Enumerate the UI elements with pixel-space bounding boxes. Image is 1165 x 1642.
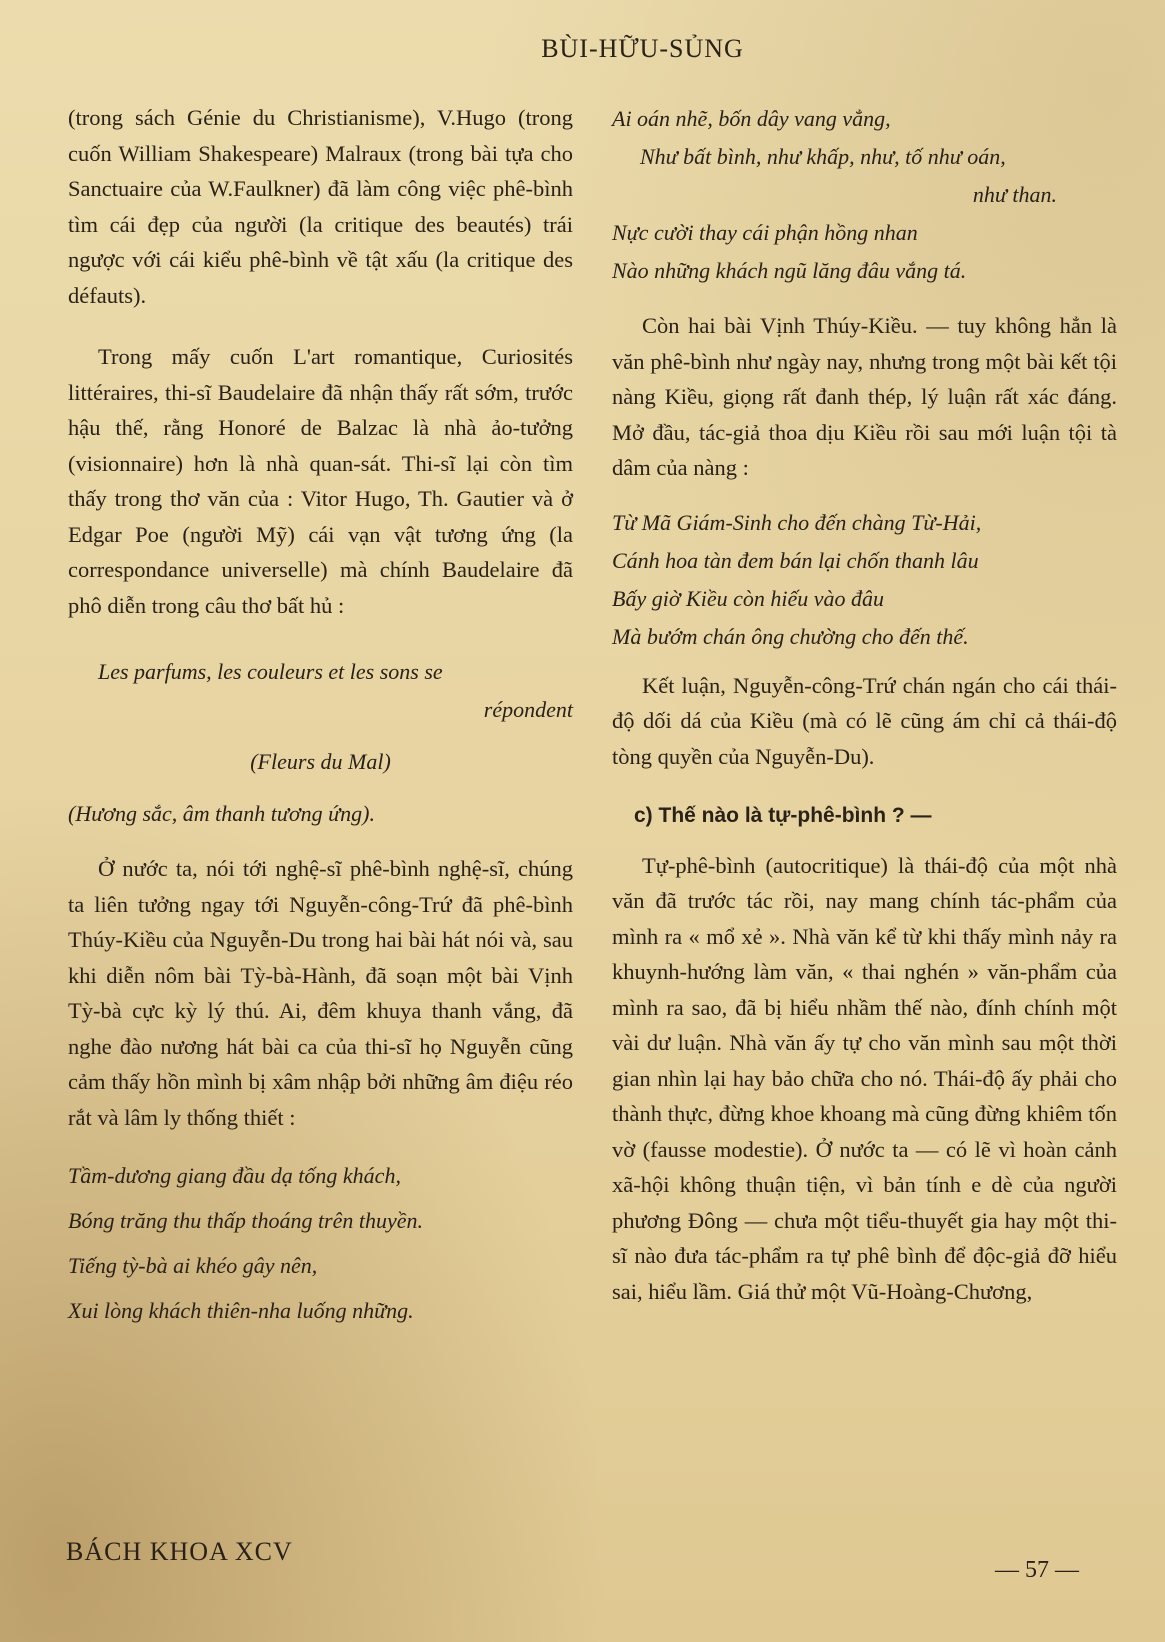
quote-baudelaire [68,653,573,833]
verse-block [612,504,1117,656]
verse-line: như than. [972,182,1057,207]
verse-line: Tầm-dương giang đầu dạ tống khách, [68,1163,401,1188]
verse-line: Từ Mã Giám-Sinh cho đến chàng Từ-Hải, [612,509,982,535]
paragraph: Còn hai bài Vịnh Thúy-Kiều. — tuy không hẳn là văn phê-bình như ngày nay, nhưng trong một bài kết tội nàng Kiều, giọng rất đanh thép, lý luận rất xác đáng. Mở đầu, tác-giả thoa dịu Kiều rồi sau mới luận tội tà dâm của nàng : [612,313,1117,480]
running-title: BÙI-HỮU-SỦNG [541,34,744,63]
paragraph: Trong mấy cuốn L'art romantique, Curiosités littéraires, thi-sĩ Baudelaire đã nhận thấy rất sớm, trước hậu thế, rằng Honoré de Balzac là nhà ảo-tưởng (visionnaire) hơn là nhà quan-sát. Thi-sĩ lại còn tìm thấy trong thơ văn của : Vitor Hugo, Th. Gautier và ở Edgar Poe (người Mỹ) cái vạn vật tương ứng (la correspondance universelle) mà chính Baudelaire đã phô diễn trong câu thơ bất hủ : [68,344,573,618]
verse-line: Bóng trăng thu thấp thoáng trên thuyền. [68,1208,424,1233]
section-heading: c) Thế nào là tự-phê-bình ? — [634,804,932,827]
right-column [612,100,1117,1309]
left-column [68,100,573,1333]
verse-line: Tiếng tỳ-bà ai khéo gây nên, [68,1253,318,1278]
paragraph: Tự-phê-bình (autocritique) là thái-độ của một nhà văn đã trước tác rồi, nay mang chính tác-phẩm của mình ra « mổ xẻ ». Nhà văn kể từ khi thấy mình nảy ra khuynh-hướng làm văn, « thai nghén » văn-phẩm của mình ra sao, đã bị hiểu nhầm thế nào, đính chính một vài dư luận. Nhà văn ấy tự cho văn mình sau một thời gian nhìn lại hay bảo chữa cho nó. Thái-độ ấy phải cho thành thực, đừng khoe khoang mà cũng đừng khiêm tốn vờ (fausse modestie). Ở nước ta — có lẽ vì hoàn cảnh xã-hội không thuận tiện, vì bản tính e dè của người phương Đông — chưa một tiểu-thuyết gia hay một thi-sĩ nào đưa tác-phẩm ra tự phê bình để độc-giả đỡ hiểu sai, hiểu lầm. Giá thử một Vũ-Hoàng-Chương, [612,852,1117,1304]
verse-line: Les parfums, les couleurs et les sons se [98,659,443,684]
verse-line: Mà bướm chán ông chường cho đến thế. [612,623,969,649]
paragraph: Kết luận, Nguyễn-công-Trứ chán ngán cho cái thái-độ dối dá của Kiều (mà có lẽ cũng ám chỉ cả thái-độ tòng quyền của Nguyễn-Du). [612,672,1117,769]
verse-block [612,100,1117,290]
verse-line: Ai oán nhẽ, bốn dây vang vẳng, [612,106,891,131]
verse-line: Bấy giờ Kiều còn hiếu vào đâu [612,585,885,611]
verse-line: répondent [483,697,573,722]
verse-line: Nực cười thay cái phận hồng nhan [612,220,918,245]
verse-line: Nào những khách ngũ lăng đâu vắng tá. [612,258,967,283]
magazine-name: BÁCH KHOA XCV [66,1537,293,1566]
verse-line: Cánh hoa tàn đem bán lại chốn thanh lâu [612,547,979,573]
verse-block [68,1153,573,1333]
paragraph: (trong sách Génie du Christianisme), V.Hugo (trong cuốn William Shakespeare) Malraux (trong bài tựa cho Sanctuaire của W.Faulkner) đã làm công việc phê-bình tìm cái đẹp của người (la critique des beautés) trái ngược với cái kiểu phê-bình về tật xấu (la critique des défauts). [68,105,573,308]
verse-line: Như bất bình, như khấp, như, tố như oán, [640,144,1006,169]
paragraph: Ở nước ta, nói tới nghệ-sĩ phê-bình nghệ-sĩ, chúng ta liên tưởng ngay tới Nguyễn-công-Trứ đã phê-bình Thúy-Kiều của Nguyễn-Du trong hai bài hát nói và, sau khi diễn nôm bài Tỳ-bà-Hành, đã soạn một bài Vịnh Tỳ-bà cực kỳ lý thú. Ai, đêm khuya thanh vắng, đã nghe đào nương hát bài ca của thi-sĩ họ Nguyễn cũng cảm thấy hồn mình bị xâm nhập bởi những âm điệu réo rắt và lâm ly thống thiết : [68,856,573,1130]
verse-line: Xui lòng khách thiên-nha luống những. [68,1298,414,1323]
quote-source: (Fleurs du Mal) [250,749,391,774]
quote-translation: (Hương sắc, âm thanh tương ứng). [68,801,375,826]
page-number: — 57 — [995,1557,1079,1583]
